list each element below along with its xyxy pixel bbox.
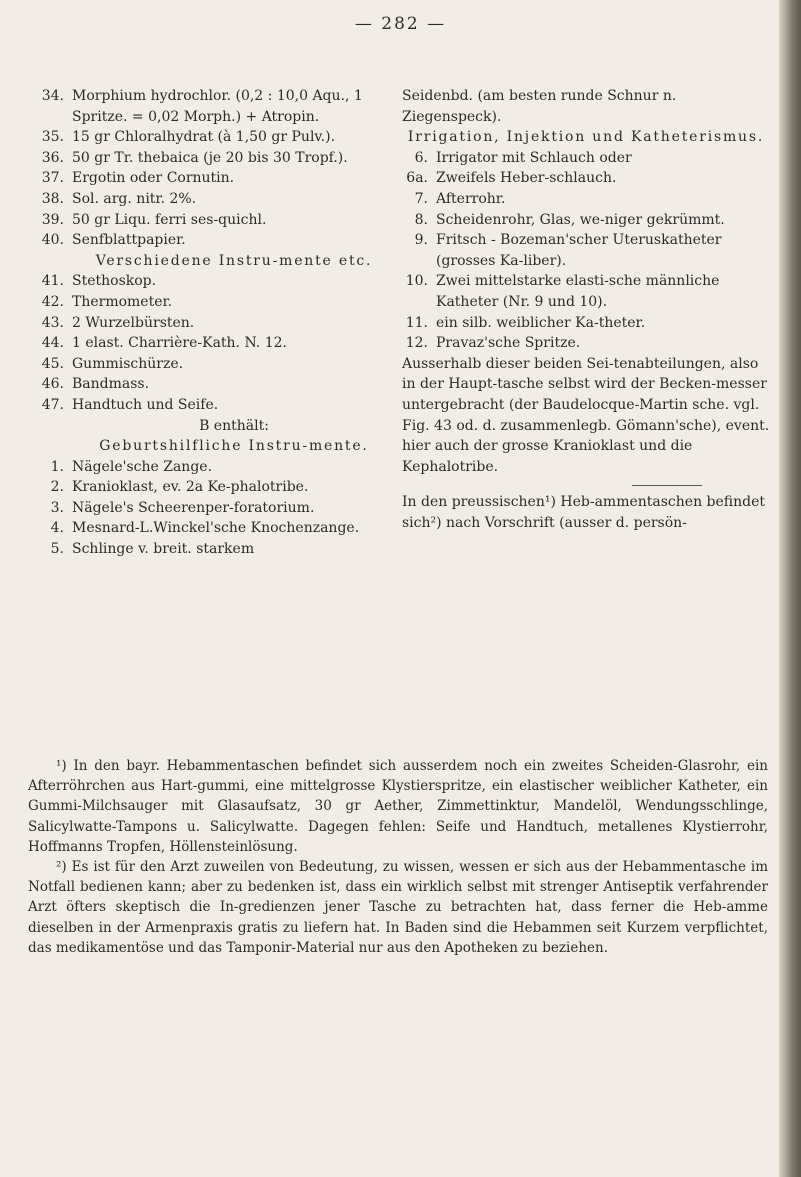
footnote: ²) Es ist für den Arzt zuweilen von Bedeutung, zu wissen, wessen er sich aus der Hebammentasche im Notfall bedienen kann; aber zu bedenken ist, dass ein wirklich selbst mit strenger Antiseptik verfahrender Arzt öfters skeptisch die In-gredienzen jener Tasche zu betrachten hat, dass ferner die Heb-amme dieselben in der Armenpraxis gratis zu liefern hat. In Baden sind die Hebammen seit Kurzem verpflichtet, das medikamentöse und das Tamponir-Material nur aus den Apotheken zu beziehen. [28, 859, 768, 956]
list-item: 9. Fritsch - Bozeman'scher Uteruskatheter (grosses Ka-liber). [414, 232, 722, 269]
section-heading: Geburtshilfliche Instru-mente. [99, 438, 369, 455]
paragraph: Ausserhalb dieser beiden Sei-tenabteilungen, also in der Haupt-tasche selbst wird der Becken-messer untergebracht (der Baudelocque-Martin sche. vgl. Fig. 43 od. d. zusammenlegb. Gömann'sche), event. hier auch der grosse Kranioklast und die Kephalotribe. [402, 355, 770, 475]
list-item: 10. Zwei mittelstarke elasti-sche männliche Katheter (Nr. 9 und 10). [405, 273, 720, 310]
list-item: 8. Scheidenrohr, Glas, we-niger gekrümmt. [414, 211, 725, 228]
list-item: 44. 1 elast. Charrière-Kath. N. 12. [41, 335, 287, 352]
right-column [402, 86, 770, 533]
list-item: 4. Mesnard-L.Winckel'sche Knochenzange. [50, 520, 360, 537]
left-column [28, 86, 396, 560]
list-item: 35. 15 gr Chloralhydrat (à 1,50 gr Pulv.). [41, 129, 336, 146]
list-item: 11. ein silb. weiblicher Ka-theter. [405, 314, 646, 331]
list-item: 38. Sol. arg. nitr. 2%. [41, 190, 197, 207]
paragraph: In den preussischen¹) Heb-ammentaschen befindet sich²) nach Vorschrift (ausser d. persön- [402, 494, 766, 531]
divider [632, 485, 702, 486]
section-heading: B enthält: [199, 417, 269, 434]
list-item: 42. Thermometer. [41, 293, 173, 310]
list-item: 5. Schlinge v. breit. starkem [50, 541, 255, 558]
list-item: 34. Morphium hydrochlor. (0,2 : 10,0 Aqu., 1 Spritze. = 0,02 Morph.) + Atropin. [41, 88, 363, 125]
page-edge [779, 0, 801, 1177]
list-item: 39. 50 gr Liqu. ferri ses-quichl. [41, 211, 267, 228]
list-item: 2. Kranioklast, ev. 2a Ke-phalotribe. [50, 479, 309, 496]
list-item: 6a. Zweifels Heber-schlauch. [406, 170, 617, 187]
list-item: 40. Senfblattpapier. [41, 232, 186, 249]
list-item: 46. Bandmass. [41, 376, 150, 393]
section-heading: Verschiedene Instru-mente etc. [95, 252, 373, 269]
section-heading: Irrigation, Injektion und Katheterismus. [407, 129, 765, 146]
list-item: 37. Ergotin oder Cornutin. [41, 170, 235, 187]
footnote: ¹) In den bayr. Hebammentaschen befindet sich ausserdem noch ein zweites Scheiden-Glasrohr, ein Afterröhrchen aus Hart-gummi, eine mittelgrosse Klystierspritze, ein elastischer weiblicher Katheter, ein Gummi-Milchsauger mit Glasaufsatz, 30 gr Aether, Zimmettinktur, Mandelöl, Wendungsschlinge, Salicylwatte-Tampons u. Salicylwatte. Dagegen fehlen: Seife und Handtuch, metallenes Klystierrohr, Hoffmanns Tropfen, Höllensteinlösung. [28, 758, 768, 855]
list-item: 12. Pravaz'sche Spritze. [405, 335, 581, 352]
list-item: Seidenbd. (am besten runde Schnur n. Ziegenspeck). [402, 88, 677, 125]
list-item: 7. Afterrohr. [414, 190, 506, 207]
list-item: 3. Nägele's Scheerenper-foratorium. [50, 499, 315, 516]
list-item: 47. Handtuch und Seife. [41, 396, 219, 413]
list-item: 6. Irrigator mit Schlauch oder [414, 149, 632, 166]
page-number: — 282 — [354, 14, 447, 34]
footnotes [28, 756, 768, 958]
list-item: 45. Gummischürze. [41, 355, 184, 372]
list-item: 1. Nägele'sche Zange. [50, 458, 213, 475]
list-item: 41. Stethoskop. [41, 273, 157, 290]
list-item: 43. 2 Wurzelbürsten. [41, 314, 195, 331]
list-item: 36. 50 gr Tr. thebaica (je 20 bis 30 Tropf.). [41, 149, 348, 166]
